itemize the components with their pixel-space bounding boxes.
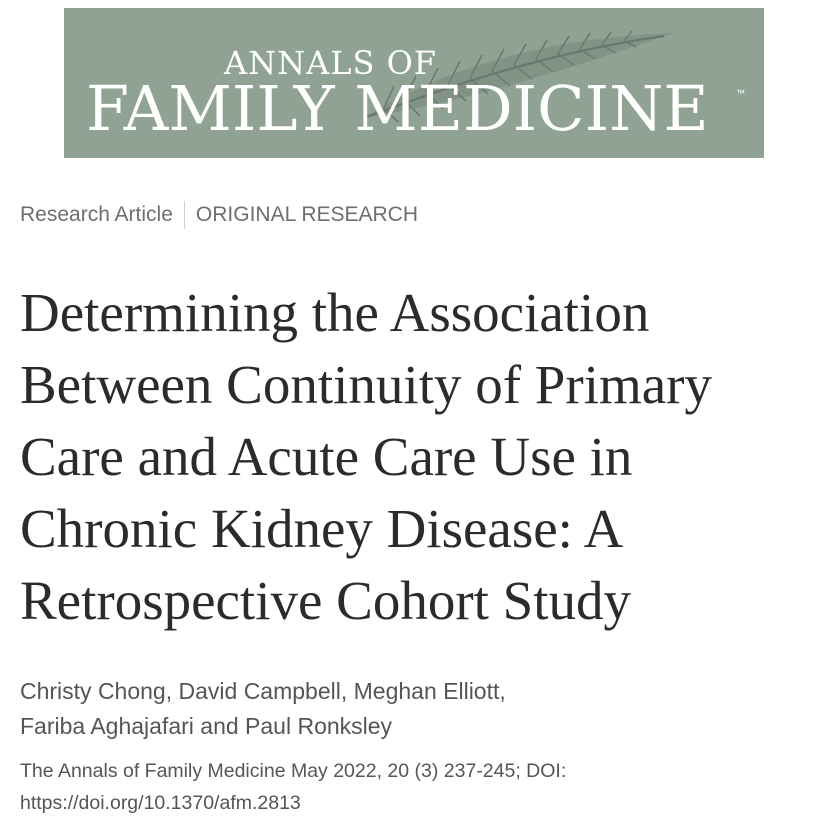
doi-link[interactable]: https://doi.org/10.1370/afm.2813 (20, 792, 301, 814)
journal-masthead (64, 8, 764, 158)
article-meta (20, 200, 418, 230)
citation-text: The Annals of Family Medicine May 2022, 20 (3) 237-245; DOI: (20, 760, 567, 782)
authors-line-2[interactable]: Fariba Aghajafari and Paul Ronksley (20, 713, 393, 739)
article-section: ORIGINAL RESEARCH (195, 203, 419, 226)
article-title: Determining the Association Between Continuity of Primary Care and Acute Care Use in Chronic Kidney Disease: A Retrospective Cohort Study (20, 282, 712, 631)
author-list (20, 674, 720, 744)
masthead-line2: FAMILY MEDICINE (86, 72, 709, 145)
meta-divider (184, 201, 185, 229)
masthead-line1: ANNALS OF (224, 44, 437, 82)
citation (20, 755, 740, 819)
article-type: Research Article (20, 203, 173, 226)
trademark-symbol: ™ (736, 88, 745, 98)
authors-line-1[interactable]: Christy Chong, David Campbell, Meghan Elliott, (20, 678, 506, 704)
